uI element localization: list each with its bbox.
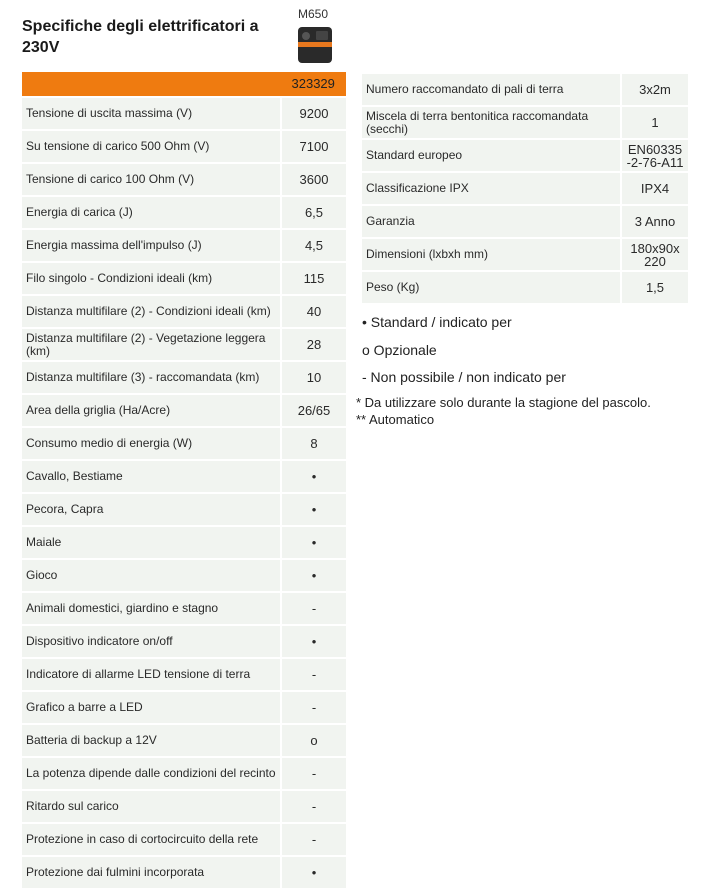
table-row <box>22 461 346 492</box>
table-row <box>22 329 346 360</box>
row-value: • <box>282 461 346 492</box>
row-label: Consumo medio di energia (W) <box>22 428 280 459</box>
table-row <box>22 98 346 129</box>
row-value: - <box>282 692 346 723</box>
table-row <box>22 725 346 756</box>
legend-not-possible: - Non possibile / non indicato per <box>362 369 566 385</box>
table-row <box>22 395 346 426</box>
row-value: 3 Anno <box>622 206 688 237</box>
row-value: 8 <box>282 428 346 459</box>
row-value: 26/65 <box>282 395 346 426</box>
row-value: 3600 <box>282 164 346 195</box>
table-row <box>362 173 688 204</box>
row-label: Energia massima dell'impulso (J) <box>22 230 280 261</box>
display-icon <box>316 31 328 40</box>
table-row <box>22 296 346 327</box>
row-label: Maiale <box>22 527 280 558</box>
row-value: IPX4 <box>622 173 688 204</box>
table-row <box>362 74 688 105</box>
row-label: Grafico a barre a LED <box>22 692 280 723</box>
row-value: 115 <box>282 263 346 294</box>
row-label: Filo singolo - Condizioni ideali (km) <box>22 263 280 294</box>
row-label: La potenza dipende dalle condizioni del recinto <box>22 758 280 789</box>
row-label: Gioco <box>22 560 280 591</box>
knob-icon <box>302 32 310 40</box>
row-label: Distanza multifilare (3) - raccomandata (km) <box>22 362 280 393</box>
row-label: Dispositivo indicatore on/off <box>22 626 280 657</box>
table-row <box>22 791 346 822</box>
table-row <box>22 230 346 261</box>
table-row <box>362 140 688 171</box>
row-label: Protezione dai fulmini incorporata <box>22 857 280 888</box>
row-value: 10 <box>282 362 346 393</box>
row-label: Peso (Kg) <box>362 272 620 303</box>
table-row <box>362 272 688 303</box>
row-value: 6,5 <box>282 197 346 228</box>
row-label: Dimensioni (lxbxh mm) <box>362 239 620 270</box>
row-label: Energia di carica (J) <box>22 197 280 228</box>
row-value: - <box>282 659 346 690</box>
row-value: 1,5 <box>622 272 688 303</box>
row-label: Distanza multifilare (2) - Vegetazione leggera (km) <box>22 329 280 360</box>
row-value: - <box>282 758 346 789</box>
row-label: Distanza multifilare (2) - Condizioni ideali (km) <box>22 296 280 327</box>
row-value: o <box>282 725 346 756</box>
table-row <box>22 593 346 624</box>
legend-optional: o Opzionale <box>362 342 437 358</box>
row-value: 7100 <box>282 131 346 162</box>
row-label: Protezione in caso di cortocircuito della rete <box>22 824 280 855</box>
table-row <box>22 626 346 657</box>
table-row <box>22 692 346 723</box>
row-label: Animali domestici, giardino e stagno <box>22 593 280 624</box>
table-row <box>22 362 346 393</box>
row-value: • <box>282 857 346 888</box>
header-spacer <box>22 72 278 96</box>
row-label: Area della griglia (Ha/Acre) <box>22 395 280 426</box>
model-label: M650 <box>297 7 329 21</box>
row-value: 9200 <box>282 98 346 129</box>
row-label: Standard europeo <box>362 140 620 171</box>
row-value: - <box>282 593 346 624</box>
table-row <box>22 494 346 525</box>
row-label: Numero raccomandato di pali di terra <box>362 74 620 105</box>
row-value: - <box>282 791 346 822</box>
table-header <box>22 72 346 96</box>
table-row <box>22 758 346 789</box>
product-image <box>298 27 332 63</box>
table-row <box>22 560 346 591</box>
row-label: Pecora, Capra <box>22 494 280 525</box>
orange-stripe <box>298 42 332 47</box>
table-row <box>362 206 688 237</box>
row-value: 4,5 <box>282 230 346 261</box>
row-label: Ritardo sul carico <box>22 791 280 822</box>
specs-table-left <box>22 72 346 888</box>
specs-table-right <box>362 74 688 305</box>
row-value: 3x2m <box>622 74 688 105</box>
row-value: EN60335 -2-76-A11 <box>622 140 688 171</box>
note-season: * Da utilizzare solo durante la stagione del pascolo. <box>356 395 651 410</box>
table-row <box>22 197 346 228</box>
table-row <box>362 239 688 270</box>
table-row <box>22 428 346 459</box>
row-value: • <box>282 527 346 558</box>
row-label: Batteria di backup a 12V <box>22 725 280 756</box>
legend-standard: • Standard / indicato per <box>362 314 512 330</box>
table-row <box>22 527 346 558</box>
note-automatic: ** Automatico <box>356 412 435 424</box>
table-row <box>22 824 346 855</box>
row-label: Miscela di terra bentonitica raccomandata (secchi) <box>362 107 620 138</box>
row-label: Tensione di carico 100 Ohm (V) <box>22 164 280 195</box>
article-number: 323329 <box>291 76 335 91</box>
row-value: 40 <box>282 296 346 327</box>
row-value: • <box>282 560 346 591</box>
row-label: Classificazione IPX <box>362 173 620 204</box>
table-row <box>22 659 346 690</box>
table-row <box>22 857 346 888</box>
row-value: 28 <box>282 329 346 360</box>
table-row <box>22 263 346 294</box>
row-label: Cavallo, Bestiame <box>22 461 280 492</box>
row-value: 1 <box>622 107 688 138</box>
page-title: Specifiche degli elettrificatori a 230V <box>22 18 259 56</box>
row-label: Garanzia <box>362 206 620 237</box>
row-value: • <box>282 494 346 525</box>
row-label: Tensione di uscita massima (V) <box>22 98 280 129</box>
row-value: - <box>282 824 346 855</box>
table-row <box>22 164 346 195</box>
row-value: 180x90x 220 <box>622 239 688 270</box>
row-value: • <box>282 626 346 657</box>
table-row <box>362 107 688 138</box>
row-label: Su tensione di carico 500 Ohm (V) <box>22 131 280 162</box>
table-row <box>22 131 346 162</box>
row-label: Indicatore di allarme LED tensione di terra <box>22 659 280 690</box>
